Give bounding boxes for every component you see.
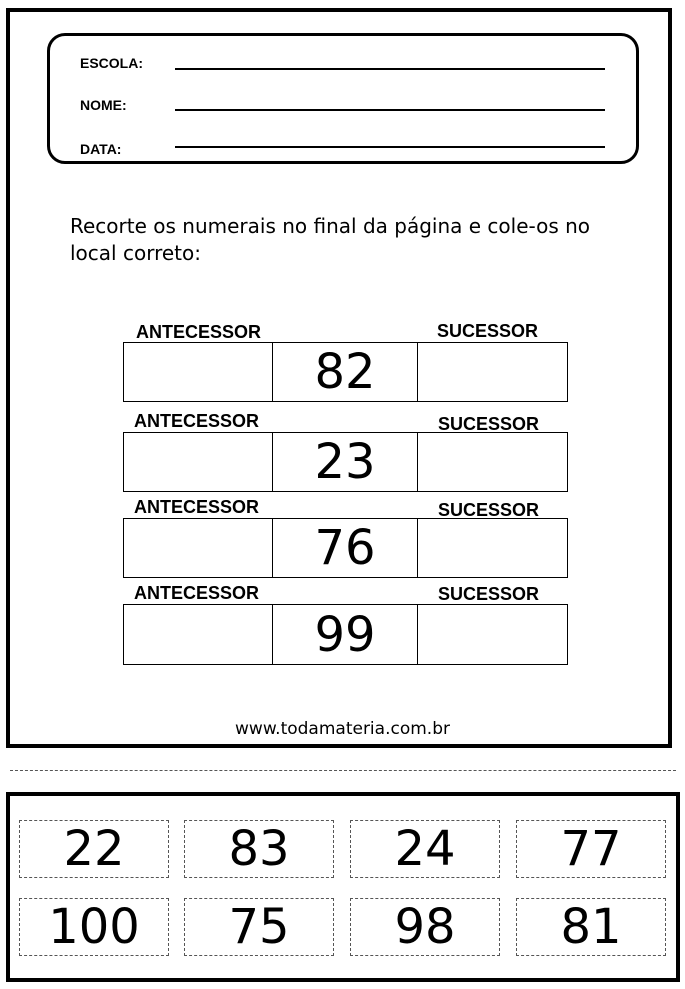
data-label: DATA: bbox=[80, 141, 122, 157]
sucessor-label: SUCESSOR bbox=[438, 500, 540, 520]
cutout-tile[interactable]: 77 bbox=[516, 820, 666, 878]
instructions-text: Recorte os numerais no final da página e cole-os no local correto: bbox=[70, 214, 591, 265]
escola-label: ESCOLA: bbox=[80, 55, 143, 71]
cutout-tile[interactable]: 75 bbox=[184, 898, 334, 956]
antecessor-label: ANTECESSOR bbox=[134, 583, 260, 603]
given-number: 99 bbox=[273, 605, 418, 664]
cutout-tile[interactable]: 22 bbox=[19, 820, 169, 878]
number-row bbox=[123, 518, 568, 578]
footer-url: www.todamateria.com.br bbox=[235, 719, 450, 739]
antecessor-slot[interactable] bbox=[124, 605, 273, 664]
number-row bbox=[123, 604, 568, 665]
nome-label: NOME: bbox=[80, 97, 127, 113]
given-number: 23 bbox=[273, 433, 418, 491]
sucessor-slot[interactable] bbox=[418, 343, 567, 401]
header-box bbox=[47, 33, 639, 164]
sucessor-slot[interactable] bbox=[418, 519, 567, 577]
nome-line[interactable] bbox=[175, 109, 605, 111]
cutout-tile[interactable]: 81 bbox=[516, 898, 666, 956]
antecessor-label: ANTECESSOR bbox=[134, 411, 260, 431]
antecessor-label: ANTECESSOR bbox=[134, 497, 260, 517]
cutout-tile[interactable]: 24 bbox=[350, 820, 500, 878]
sucessor-label: SUCESSOR bbox=[438, 414, 540, 434]
antecessor-slot[interactable] bbox=[124, 343, 273, 401]
sucessor-slot[interactable] bbox=[418, 433, 567, 491]
number-row bbox=[123, 432, 568, 492]
cutout-tile[interactable]: 98 bbox=[350, 898, 500, 956]
sucessor-label: SUCESSOR bbox=[438, 584, 540, 604]
antecessor-slot[interactable] bbox=[124, 519, 273, 577]
given-number: 76 bbox=[273, 519, 418, 577]
data-line[interactable] bbox=[175, 146, 605, 148]
given-number: 82 bbox=[273, 343, 418, 401]
antecessor-label: ANTECESSOR bbox=[136, 322, 262, 342]
cutout-tile[interactable]: 83 bbox=[184, 820, 334, 878]
antecessor-slot[interactable] bbox=[124, 433, 273, 491]
cutout-tile[interactable]: 100 bbox=[19, 898, 169, 956]
number-row bbox=[123, 342, 568, 402]
escola-line[interactable] bbox=[175, 68, 605, 70]
sucessor-slot[interactable] bbox=[418, 605, 567, 664]
sucessor-label: SUCESSOR bbox=[437, 321, 539, 341]
cut-line bbox=[10, 770, 676, 771]
